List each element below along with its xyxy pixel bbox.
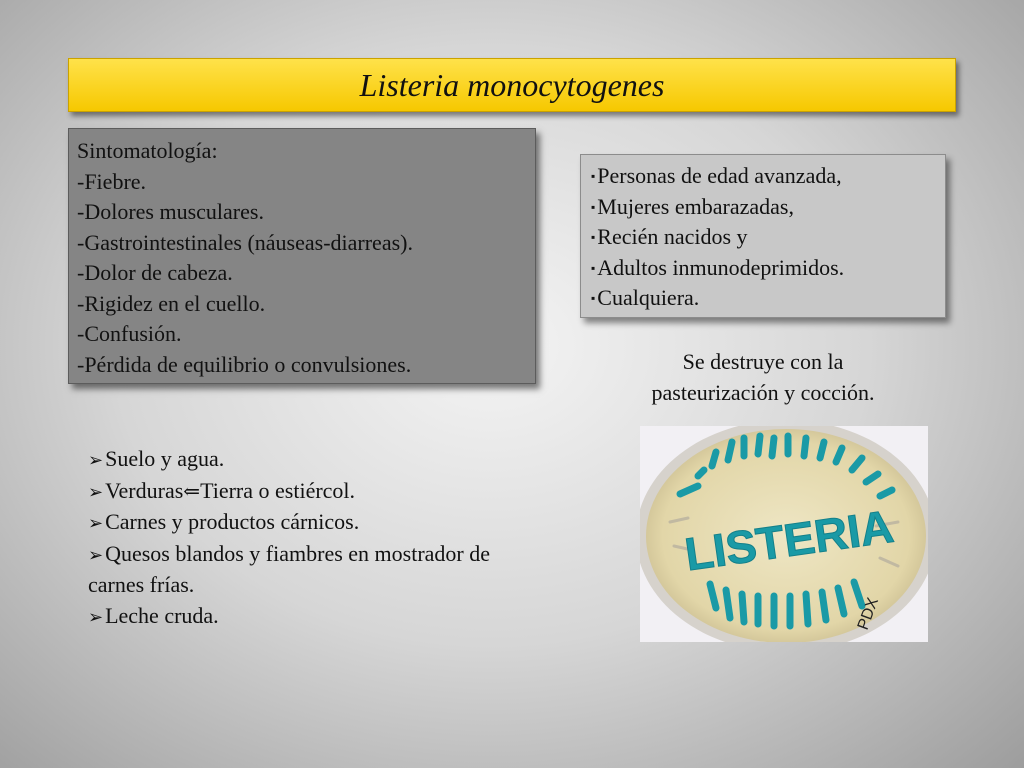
destruction-line: pasteurización y cocción. (651, 380, 875, 405)
symptom-item: -Rigidez en el cuello. (77, 290, 266, 316)
source-item: ➢Carnes y productos cárnicos. (88, 509, 360, 535)
symptoms-box (68, 128, 536, 384)
symptoms-heading: Sintomatología: (77, 138, 218, 163)
risk-group-item: ▪Mujeres embarazadas, (591, 193, 794, 219)
source-item: ➢Verduras⇐Tierra o estiércol. (88, 477, 356, 503)
sources-list (88, 444, 618, 633)
source-item: ➢Quesos blandos y fiambres en mostrador de (88, 540, 491, 566)
destruction-note (600, 346, 926, 408)
risk-group-item: ▪Adultos inmunodeprimidos. (591, 254, 845, 280)
arrow-bullet-icon: ➢ (88, 481, 104, 502)
title-bar (68, 58, 956, 112)
risk-group-item: ▪Recién nacidos y (591, 224, 748, 249)
square-bullet-icon: ▪ (591, 230, 596, 244)
source-item: ➢Leche cruda. (88, 602, 219, 628)
symptom-item: -Dolores musculares. (77, 199, 264, 224)
square-bullet-icon: ▪ (591, 199, 596, 214)
symptom-item: -Fiebre. (77, 168, 147, 194)
symptom-item: -Pérdida de equilibrio o convulsiones. (77, 351, 412, 377)
arrow-bullet-icon: ➢ (88, 544, 104, 565)
plate-label: PDX (854, 595, 883, 633)
square-bullet-icon: ▪ (591, 169, 596, 183)
risk-group-item: ▪Cualquiera. (591, 285, 700, 310)
arrow-bullet-icon: ➢ (88, 513, 104, 534)
square-bullet-icon: ▪ (591, 291, 596, 305)
risk-groups-box (580, 154, 946, 318)
petri-dish-photo (640, 426, 928, 642)
destruction-line: Se destruye con la (682, 349, 844, 374)
symptom-item: -Confusión. (77, 321, 182, 346)
square-bullet-icon: ▪ (591, 260, 596, 275)
arrow-bullet-icon: ➢ (88, 606, 104, 627)
slide-title: Listeria monocytogenes (359, 66, 665, 103)
left-arrow-icon: ⇐ (183, 480, 201, 503)
arrow-bullet-icon: ➢ (88, 450, 104, 470)
petri-dish-illustration (640, 426, 928, 642)
risk-group-item: ▪Personas de edad avanzada, (591, 163, 842, 188)
source-item-continued: carnes frías. (88, 572, 195, 598)
symptom-item: -Dolor de cabeza. (77, 260, 233, 285)
symptom-item: -Gastrointestinales (náuseas-diarreas). (77, 229, 413, 255)
plate-text: LISTERIA (681, 499, 897, 581)
source-item: ➢Suelo y agua. (88, 446, 225, 471)
